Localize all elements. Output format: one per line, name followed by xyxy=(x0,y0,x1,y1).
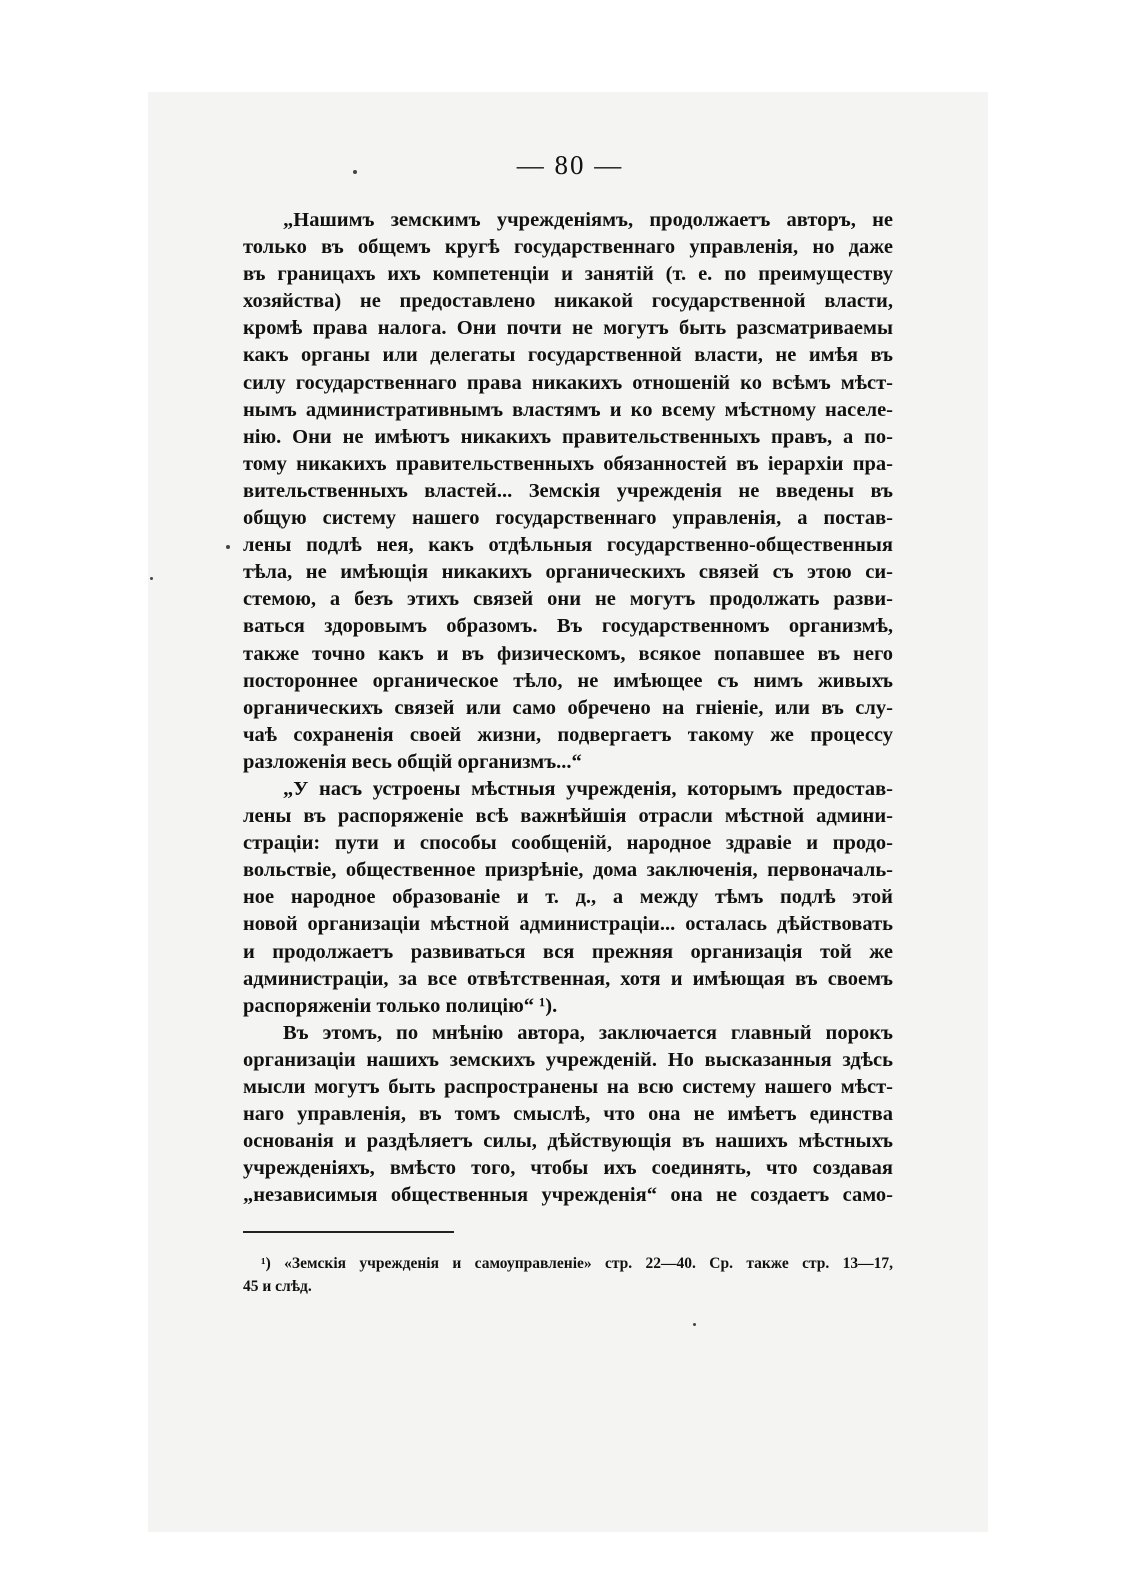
text-line: постороннее органическое тѣло, не имѣющее съ нимъ живыхъ xyxy=(243,669,893,692)
text-line: органическихъ связей или само обречено на гніеніе, или въ слу- xyxy=(243,696,893,719)
text-line: тому никакихъ правительственныхъ обязанностей въ іерархіи пра- xyxy=(243,452,893,475)
scan-speck xyxy=(150,577,153,580)
text-line: распоряженіи только полицію“ ¹). xyxy=(243,994,558,1017)
text-line: основанія и раздѣляетъ силы, дѣйствующія въ нашихъ мѣстныхъ xyxy=(243,1130,893,1153)
paragraph-3 xyxy=(243,1020,893,1210)
text-line: вительственныхъ властей... Земскія учрежденія не введены въ xyxy=(243,479,893,502)
body-text xyxy=(243,207,893,1209)
text-line: вольствіе, общественное призрѣніе, дома заключенія, первоначаль- xyxy=(243,859,893,882)
text-line: общую систему нашего государственнаго управленія, а постав- xyxy=(243,507,893,530)
text-line: какъ органы или делегаты государственной власти, не имѣя въ xyxy=(243,344,893,367)
text-line: разложенія весь общій организмъ...“ xyxy=(243,750,582,773)
text-line: нымъ административнымъ властямъ и ко всему мѣстному населе- xyxy=(243,398,893,421)
scan-speck xyxy=(693,1323,696,1326)
text-line: лены подлѣ нея, какъ отдѣльныя государственно-общественныя xyxy=(243,534,893,557)
text-line: ваться здоровымъ образомъ. Въ государственномъ организмѣ, xyxy=(243,615,893,638)
text-line: новой организаціи мѣстной администраціи... осталась дѣйствовать xyxy=(243,913,893,936)
footnote xyxy=(243,1252,893,1298)
scan-speck xyxy=(226,545,230,549)
text-line: силу государственнаго права никакихъ отношеній ко всѣмъ мѣст- xyxy=(243,371,893,394)
text-line: страціи: пути и способы сообщеній, народное здравіе и продо- xyxy=(243,832,893,855)
text-line: мысли могутъ быть распространены на всю систему нашего мѣст- xyxy=(243,1076,893,1098)
text-line: „независимыя общественныя учрежденія“ она не создаетъ само- xyxy=(243,1184,893,1207)
text-line: только въ общемъ кругѣ государственнаго управленія, но даже xyxy=(243,236,893,259)
scan-speck xyxy=(353,170,357,174)
text-line: кромѣ права налога. Они почти не могутъ быть разсматриваемы xyxy=(243,317,893,340)
footnote-line: 45 и слѣд. xyxy=(243,1278,312,1295)
text-line: въ границахъ ихъ компетенціи и занятій (т. е. по преимуществу xyxy=(243,263,893,286)
text-line: и продолжаетъ развиваться вся прежняя организація той же xyxy=(243,940,893,963)
text-line: „Нашимъ земскимъ учрежденіямъ, продолжаетъ авторъ, не xyxy=(283,209,893,231)
text-line: учрежденіяхъ, вмѣсто того, чтобы ихъ соединять, что создавая xyxy=(243,1157,893,1180)
footnote-line: ¹) «Земскія учрежденія и самоуправленіе» стр. 22—40. Ср. также стр. 13—17, xyxy=(261,1255,893,1272)
text-line: лены въ распоряженіе всѣ важнѣйшія отрасли мѣстной админи- xyxy=(243,805,893,828)
paragraph-2 xyxy=(243,776,893,1020)
text-line: организаціи нашихъ земскихъ учрежденій. Но высказанныя здѣсь xyxy=(243,1048,893,1071)
footnote-divider xyxy=(243,1231,454,1233)
text-line: наго управленія, въ томъ смыслѣ, что она не имѣетъ единства xyxy=(243,1103,893,1126)
text-line: стемою, а безъ этихъ связей они не могутъ продолжать разви- xyxy=(243,588,893,611)
text-line: чаѣ сохраненія своей жизни, подвергаетъ такому же процессу xyxy=(243,723,893,746)
text-line: также точно какъ и въ физическомъ, всякое попавшее въ него xyxy=(243,642,893,665)
text-line: хозяйства) не предоставлено никакой государственной власти, xyxy=(243,290,893,313)
text-line: ное народное образованіе и т. д., а между тѣмъ подлѣ этой xyxy=(243,886,893,909)
text-line: Въ этомъ, по мнѣнію автора, заключается главный порокъ xyxy=(283,1021,893,1044)
paragraph-1 xyxy=(243,207,893,776)
page-number: — 80 — xyxy=(516,150,624,180)
text-line: администраціи, за все отвѣтственная, хотя и имѣющая въ своемъ xyxy=(243,967,893,990)
text-line: нію. Они не имѣютъ никакихъ правительственныхъ правъ, а по- xyxy=(243,425,893,448)
text-line: „У насъ устроены мѣстныя учрежденія, которымъ предостав- xyxy=(283,777,893,800)
text-line: тѣла, не имѣющія никакихъ органическихъ связей съ этою си- xyxy=(243,561,893,584)
